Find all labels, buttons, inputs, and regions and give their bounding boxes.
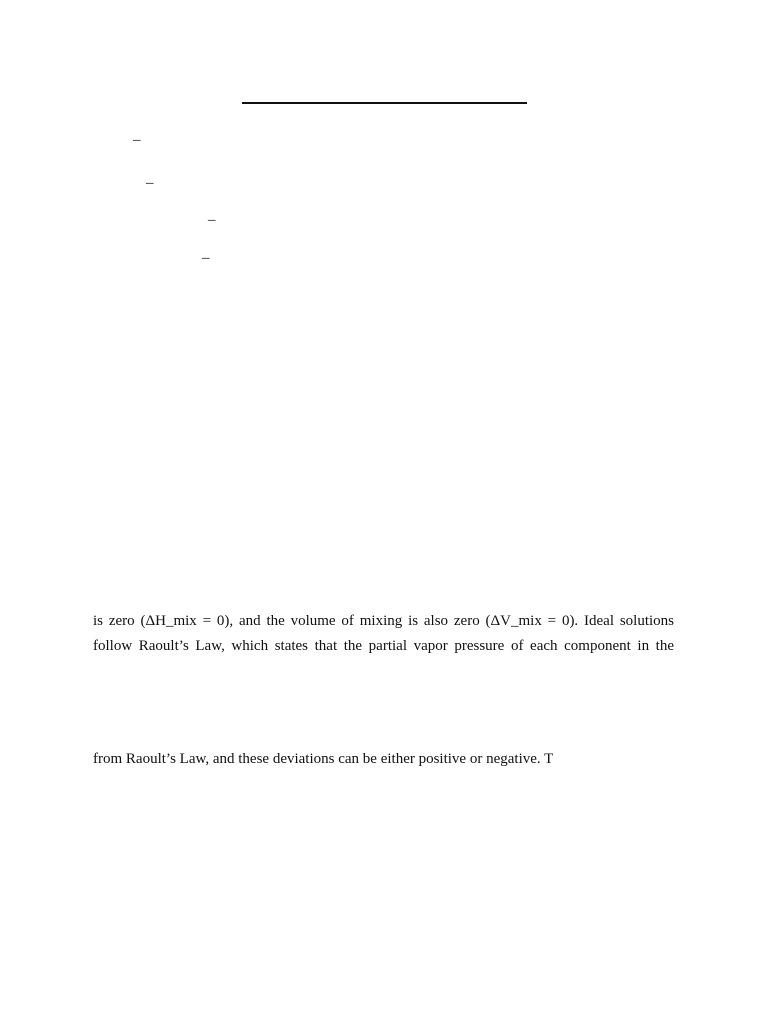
paragraph-line: follow Raoult’s Law, which states that the partial vapor pressure of each component in the bbox=[93, 638, 674, 654]
dash-mark: _ bbox=[202, 245, 210, 261]
title-underline bbox=[242, 102, 527, 104]
paragraph-line: from Raoult’s Law, and these deviations can be either positive or negative. T bbox=[93, 751, 554, 767]
paragraph-line: is zero (ΔH_mix = 0), and the volume of mixing is also zero (ΔV_mix = 0). Ideal solutions bbox=[93, 613, 674, 629]
dash-mark: _ bbox=[208, 207, 216, 223]
dash-mark: _ bbox=[133, 127, 141, 143]
dash-mark: _ bbox=[146, 170, 154, 186]
